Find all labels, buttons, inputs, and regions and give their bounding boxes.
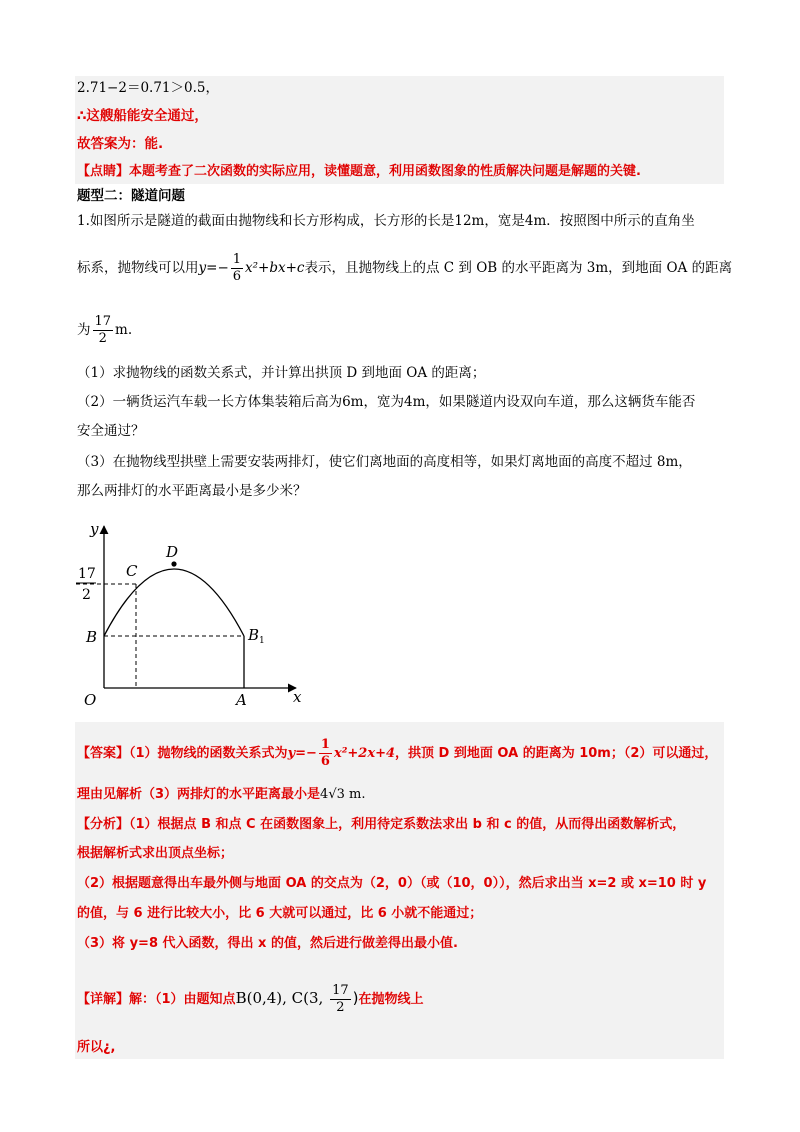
problem-line2: 标系，抛物线可以用y=− $\frac{1}{6}$ x²+bx+c表示，且抛物线上的点 C 到 OB 的水平距离为 3m，到地面 OA 的距离 [77,252,733,284]
answer-line1: 【答案】（1）抛物线的函数关系式为y=− $\frac{1}{6}$ x²+2x+4，拱顶 D 到地面 OA 的距离为 10m；（2）可以通过， [77,737,718,769]
answer-fraction: $\frac{1}{6}$ [320,737,330,769]
question-1: （1）求抛物线的函数关系式，并计算出拱顶 D 到地面 OA 的距离； [77,365,486,381]
figure-frac-num: 17 [78,566,96,582]
analysis-tag: 【分析】 [77,817,130,832]
analysis-line5: （3）将 y=8 代入函数，得出 x 的值，然后进行做差得出最小值. [77,936,458,951]
label-b: B [86,628,98,646]
remark-line [77,161,641,183]
conclusion-line: ∴这艘船能安全通过， [77,108,208,124]
answer-line2: 理由见解析（3）两排灯的水平距离最小是4√3 m. [77,787,366,802]
parabola-arch [104,569,244,636]
label-a: A [236,691,247,709]
remark-text: 本题考查了二次函数的实际应用，读懂题意，利用函数图象的性质解决问题是解题的关键. [129,164,641,179]
calc-line: 2.71−2＝0.71＞0.5， [77,80,219,96]
answer-line: 故答案为：能. [77,136,164,152]
question-2a: （2）一辆货运汽车载一长方体集装箱后高为6m，宽为4m，如果隧道内设双向车道，那么这辆货车能否 [77,394,696,410]
analysis-line3: （2）根据题意得出车最外侧与地面 OA 的交点为（2，0）（或（10，0）），然后求出当 x=2 或 x=10 时 y [77,876,707,891]
remark-tag: 【点睛】 [77,164,130,179]
detail-line2: 所以¿, [77,1040,116,1055]
figure-frac-den: 2 [82,587,91,603]
label-x: x [293,688,302,706]
question-3a: （3）在抛物线型拱壁上需要安装两排灯，使它们离地面的高度相等，如果灯离地面的高度不超过 8m， [77,454,692,470]
label-o: O [84,691,97,709]
tunnel-figure [0,512,800,712]
label-b1: $B_1$ [248,626,265,646]
fraction-17-2: $\frac{17}{2}$ [94,314,112,346]
analysis-line1: 【分析】（1）根据点 B 和点 C 在函数图象上，利用待定系数法求出 b 和 c 的值，从而得出函数解析式， [77,817,686,832]
analysis-line2: 根据解析式求出顶点坐标； [77,846,234,861]
problem-line3: 为 $\frac{17}{2}$ m. [77,314,133,346]
problem-intro: 1.如图所示是隧道的截面由抛物线和长方形构成，长方形的长是12m，宽是4m．按照图中所示的直角坐 [77,213,695,229]
label-y: y [90,520,99,538]
question-3b: 那么两排灯的水平距离最小是多少米？ [77,483,307,499]
section-title: 题型二：隧道问题 [77,188,185,204]
detail-fraction: $\frac{17}{2}$ [332,983,349,1015]
vertex-point-d [171,561,176,566]
label-c: C [126,562,138,580]
fraction-one-sixth: $\frac{1}{6}$ [232,252,242,284]
detail-line1: 【详解】解：（1）由题知点B(0,4), C(3, $\frac{17}{2}$ )在抛物线上 [77,983,424,1015]
detail-tag: 【详解】 [77,992,130,1007]
analysis-line4: 的值，与 6 进行比较大小，比 6 大就可以通过，比 6 小就不能通过； [77,906,483,921]
answer-tag: 【答案】 [77,746,130,761]
label-d: D [166,543,179,561]
question-2b: 安全通过？ [77,423,145,439]
